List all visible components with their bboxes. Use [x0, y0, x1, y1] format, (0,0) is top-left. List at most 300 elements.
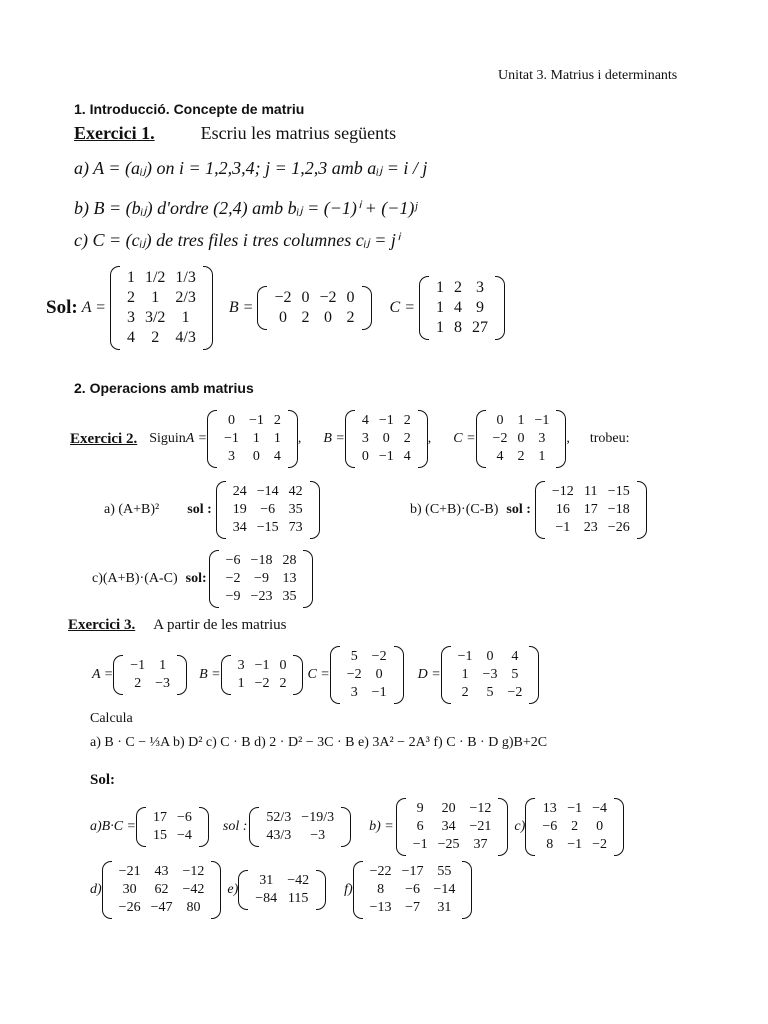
- matrix-row: [233, 657, 292, 675]
- ex2-sol-a: [216, 481, 320, 539]
- matrix-cell: −2: [371, 649, 387, 664]
- matrix-cell: 4: [273, 449, 281, 464]
- matrix-row: [228, 501, 308, 519]
- left-parenthesis: [249, 807, 259, 847]
- matrix-row: [431, 278, 493, 298]
- matrix-cell: 9: [475, 299, 484, 316]
- exercise-3-label: Exercici 3.: [68, 617, 136, 633]
- matrix-cell: 5: [350, 649, 358, 664]
- right-parenthesis: [462, 861, 472, 919]
- matrix-cell: 0: [346, 289, 355, 306]
- matrix-row: [250, 890, 314, 908]
- matrix-cell: 1: [538, 449, 546, 464]
- right-parenthesis: [177, 655, 187, 695]
- matrix-cell: 31: [259, 873, 274, 888]
- matrix-cell: 3: [237, 658, 245, 673]
- ex3-c-result-label: c): [514, 819, 526, 834]
- matrix-cell: 1: [151, 289, 160, 306]
- matrix-row: [488, 412, 555, 430]
- matrix-cell: −9: [225, 589, 241, 604]
- calcula-label: Calcula: [90, 711, 133, 726]
- matrix-body: [122, 268, 201, 348]
- matrix-cell: 30: [122, 882, 137, 897]
- matrix-cell: −1: [412, 837, 428, 852]
- matrix-cell: −1: [224, 431, 239, 446]
- matrix-row: [125, 675, 175, 693]
- matrix-cell: −26: [607, 520, 630, 535]
- matrix-cell: 4: [361, 413, 369, 428]
- ex2-sol-c-label: sol:: [185, 571, 207, 586]
- matrix-body: [365, 863, 461, 917]
- matrix-cell: 0: [252, 449, 260, 464]
- right-parenthesis: [316, 870, 326, 910]
- matrix-body: [547, 483, 635, 537]
- ex3-c-result: [525, 798, 624, 856]
- matrix-cell: 8: [546, 837, 554, 852]
- matrix-cell: 8: [453, 319, 462, 336]
- ex3-sol-label: Sol:: [90, 772, 116, 788]
- right-parenthesis: [211, 861, 221, 919]
- matrix-cell: −9: [254, 571, 269, 586]
- left-parenthesis: [419, 276, 429, 340]
- matrix-cell: −12: [469, 801, 492, 816]
- ex3-a-name: A =: [92, 667, 114, 682]
- ex3-d-name: D =: [417, 667, 441, 682]
- matrix-row: [537, 818, 612, 836]
- matrix-cell: 5: [511, 667, 519, 682]
- ex3-a-result-label: a)B·C =: [90, 819, 136, 834]
- exercise-1-a: a) A = (aᵢⱼ) on i = 1,2,3,4; j = 1,2,3 amb aᵢⱼ = i / j: [74, 158, 428, 178]
- matrix-cell: 13: [282, 571, 297, 586]
- matrix-body: [261, 809, 339, 845]
- ex3-c-name: C =: [307, 667, 330, 682]
- exercise-2-trobeu: trobeu:: [589, 431, 630, 446]
- matrix-cell: 35: [288, 502, 303, 517]
- matrix-row: [431, 318, 493, 338]
- matrix-cell: 0: [375, 667, 383, 682]
- matrix-cell: −6: [405, 882, 420, 897]
- matrix-cell: 4: [126, 329, 135, 346]
- matrix-cell: 43: [154, 864, 169, 879]
- matrix-cell: −12: [551, 484, 574, 499]
- matrix-cell: −84: [255, 891, 278, 906]
- matrix-cell: 8: [377, 882, 385, 897]
- matrix-cell: 31: [437, 900, 452, 915]
- matrix-cell: 2: [301, 309, 310, 326]
- matrix-cell: 4: [453, 299, 462, 316]
- ex3-d-result-label: d): [90, 882, 102, 897]
- matrix-cell: −6: [225, 553, 241, 568]
- ex2-sol-c: [209, 550, 314, 608]
- matrix-row: [114, 863, 210, 881]
- left-parenthesis: [113, 655, 123, 695]
- left-parenthesis: [525, 798, 535, 856]
- ex3-matrix-d: [441, 646, 540, 704]
- matrix-cell: −23: [250, 589, 273, 604]
- matrix-cell: 1: [435, 279, 444, 296]
- matrix-body: [408, 800, 497, 854]
- left-parenthesis: [238, 870, 248, 910]
- section-2-title: 2. Operacions amb matrius: [74, 380, 254, 396]
- ex3-a-sol-result: [249, 807, 351, 847]
- matrix-row: [269, 308, 359, 328]
- matrix-row: [537, 836, 612, 854]
- matrix-cell: 0: [361, 449, 369, 464]
- matrix-cell: 15: [153, 828, 167, 843]
- matrix-b-name: B =: [228, 299, 254, 316]
- matrix-row: [408, 836, 497, 854]
- matrix-cell: 3: [538, 431, 546, 446]
- matrix-cell: 0: [596, 819, 604, 834]
- matrix-row: [250, 872, 314, 890]
- matrix-row: [537, 800, 612, 818]
- matrix-cell: −21: [118, 864, 141, 879]
- right-parenthesis: [341, 807, 351, 847]
- matrix-row: [221, 570, 302, 588]
- matrix-cell: −7: [405, 900, 420, 915]
- matrix-cell: −42: [287, 873, 310, 888]
- matrix-row: [122, 308, 201, 328]
- matrix-cell: −2: [319, 289, 337, 306]
- matrix-a-name: A =: [81, 299, 106, 316]
- exercise-1-b: b) B = (bᵢⱼ) d'ordre (2,4) amb bᵢⱼ = (−1)ⁱ + (−1)ʲ: [74, 198, 418, 218]
- exercise-1-c: c) C = (cᵢⱼ) de tres files i tres columnes cᵢⱼ = jⁱ: [74, 230, 400, 250]
- matrix-cell: 19: [232, 502, 247, 517]
- matrix-row: [122, 288, 201, 308]
- matrix-body: [114, 863, 210, 917]
- matrix-cell: 2: [453, 279, 462, 296]
- ex3-matrix-b: [221, 655, 304, 695]
- matrix-cell: 1: [435, 299, 444, 316]
- matrix-cell: 2: [461, 685, 469, 700]
- matrix-body: [342, 648, 392, 702]
- matrix-body: [488, 412, 555, 466]
- ex2-matrix-c: [476, 410, 567, 468]
- right-parenthesis: [199, 807, 209, 847]
- comma: ,: [427, 431, 432, 446]
- matrix-cell: 52/3: [266, 810, 292, 825]
- ex3-b-result-label: b) =: [369, 819, 394, 834]
- matrix-c-name: C =: [389, 299, 415, 316]
- matrix-row: [114, 881, 210, 899]
- matrix-cell: −19/3: [301, 810, 335, 825]
- matrix-cell: 2: [517, 449, 525, 464]
- matrix-cell: −2: [274, 289, 292, 306]
- matrix-cell: −1: [457, 649, 473, 664]
- matrix-cell: −1: [534, 413, 550, 428]
- matrix-cell: 37: [473, 837, 488, 852]
- matrix-row: [122, 328, 201, 348]
- matrix-row: [408, 800, 497, 818]
- matrix-cell: −3: [310, 828, 326, 843]
- matrix-cell: 2: [403, 413, 411, 428]
- exercise-3-text: A partir de les matrius: [153, 617, 287, 633]
- matrix-cell: 3/2: [144, 309, 166, 326]
- matrix-cell: −42: [182, 882, 205, 897]
- matrix-cell: 73: [288, 520, 303, 535]
- matrix-body: [250, 872, 314, 908]
- matrix-cell: 9: [416, 801, 424, 816]
- matrix-cell: −17: [401, 864, 424, 879]
- matrix-cell: 1: [435, 319, 444, 336]
- matrix-cell: −14: [256, 484, 279, 499]
- matrix-cell: −1: [371, 685, 387, 700]
- matrix-row: [261, 809, 339, 827]
- right-parenthesis: [498, 798, 508, 856]
- matrix-a: [110, 266, 213, 350]
- matrix-row: [148, 809, 197, 827]
- matrix-cell: 3: [361, 431, 369, 446]
- ex2-sol-label: sol :: [506, 502, 531, 517]
- matrix-row: [342, 648, 392, 666]
- matrix-body: [453, 648, 528, 702]
- matrix-row: [547, 519, 635, 537]
- right-parenthesis: [637, 481, 647, 539]
- matrix-cell: 16: [555, 502, 570, 517]
- matrix-row: [488, 430, 555, 448]
- matrix-cell: −1: [567, 837, 583, 852]
- ex2-a-name: A =: [185, 431, 208, 446]
- matrix-cell: −3: [482, 667, 498, 682]
- matrix-row: [365, 899, 461, 917]
- ex2-c-label: c)(A+B)·(A-C): [92, 571, 178, 586]
- matrix-cell: 1: [461, 667, 469, 682]
- matrix-cell: 24: [232, 484, 247, 499]
- matrix-cell: 2: [346, 309, 355, 326]
- matrix-b: [257, 286, 371, 330]
- left-parenthesis: [330, 646, 340, 704]
- matrix-cell: −6: [260, 502, 276, 517]
- matrix-row: [365, 863, 461, 881]
- matrix-body: [357, 412, 416, 466]
- matrix-row: [357, 448, 416, 466]
- matrix-body: [228, 483, 308, 537]
- exercise-2-label: Exercici 2.: [70, 430, 138, 447]
- matrix-body: [537, 800, 612, 854]
- matrix-cell: 11: [584, 484, 598, 499]
- matrix-body: [269, 288, 359, 328]
- matrix-cell: 2: [403, 431, 411, 446]
- comma: ,: [297, 431, 302, 446]
- matrix-cell: 34: [232, 520, 247, 535]
- matrix-cell: 0: [324, 309, 332, 326]
- matrix-cell: −3: [155, 676, 171, 691]
- matrix-cell: 4: [496, 449, 504, 464]
- left-parenthesis: [110, 266, 120, 350]
- matrix-cell: 4: [511, 649, 519, 664]
- matrix-row: [342, 666, 392, 684]
- ex2-sol-b: [535, 481, 647, 539]
- matrix-cell: −18: [250, 553, 273, 568]
- matrix-cell: 27: [471, 319, 488, 336]
- left-parenthesis: [535, 481, 545, 539]
- left-parenthesis: [221, 655, 231, 695]
- exercise-1-text: Escriu les matrius següents: [200, 123, 397, 143]
- matrix-cell: −13: [369, 900, 392, 915]
- matrix-cell: 55: [437, 864, 452, 879]
- ex3-a-result: [136, 807, 209, 847]
- matrix-cell: 17: [583, 502, 598, 517]
- ex3-matrix-a: [113, 655, 187, 695]
- matrix-cell: 62: [154, 882, 169, 897]
- matrix-row: [125, 657, 175, 675]
- ex2-matrix-b: [345, 410, 428, 468]
- ex3-matrix-c: [330, 646, 404, 704]
- matrix-cell: 0: [486, 649, 494, 664]
- right-parenthesis: [310, 481, 320, 539]
- matrix-cell: 2: [151, 329, 160, 346]
- ex3-f-result: [353, 861, 473, 919]
- right-parenthesis: [303, 550, 313, 608]
- matrix-cell: 5: [486, 685, 494, 700]
- matrix-cell: 0: [382, 431, 390, 446]
- matrix-cell: −25: [437, 837, 460, 852]
- matrix-cell: 23: [583, 520, 598, 535]
- matrix-cell: 2: [571, 819, 579, 834]
- matrix-cell: 0: [278, 309, 287, 326]
- left-parenthesis: [102, 861, 112, 919]
- matrix-cell: −18: [607, 502, 630, 517]
- matrix-row: [547, 483, 635, 501]
- matrix-cell: −4: [177, 828, 192, 843]
- ex3-a-sol-label: sol :: [222, 819, 248, 834]
- unit-header: Unitat 3. Matrius i determinants: [498, 68, 678, 83]
- ex2-matrix-a: [207, 410, 298, 468]
- matrix-cell: −2: [346, 667, 362, 682]
- right-parenthesis: [495, 276, 505, 340]
- matrix-row: [365, 881, 461, 899]
- left-parenthesis: [209, 550, 219, 608]
- right-parenthesis: [203, 266, 213, 350]
- matrix-body: [233, 657, 292, 693]
- matrix-row: [453, 666, 528, 684]
- matrix-row: [488, 448, 555, 466]
- matrix-row: [233, 675, 292, 693]
- right-parenthesis: [418, 410, 428, 468]
- right-parenthesis: [362, 286, 372, 330]
- matrix-row: [261, 827, 339, 845]
- matrix-cell: 80: [186, 900, 201, 915]
- matrix-cell: −6: [177, 810, 192, 825]
- ex2-c-name: C =: [453, 431, 476, 446]
- matrix-cell: −15: [607, 484, 630, 499]
- left-parenthesis: [207, 410, 217, 468]
- left-parenthesis: [136, 807, 146, 847]
- matrix-cell: 0: [517, 431, 525, 446]
- matrix-cell: 2: [134, 676, 142, 691]
- matrix-cell: 35: [282, 589, 297, 604]
- section-1-title: 1. Introducció. Concepte de matriu: [74, 101, 305, 117]
- left-parenthesis: [345, 410, 355, 468]
- matrix-row: [547, 501, 635, 519]
- matrix-row: [122, 268, 201, 288]
- left-parenthesis: [257, 286, 267, 330]
- matrix-row: [228, 483, 308, 501]
- right-parenthesis: [529, 646, 539, 704]
- matrix-cell: 1: [517, 413, 525, 428]
- matrix-cell: 3: [227, 449, 235, 464]
- ex3-e-result: [238, 870, 326, 910]
- matrix-cell: −1: [378, 413, 394, 428]
- matrix-cell: −47: [150, 900, 173, 915]
- matrix-row: [453, 684, 528, 702]
- matrix-cell: −15: [256, 520, 279, 535]
- matrix-cell: −2: [507, 685, 523, 700]
- matrix-cell: 0: [301, 289, 310, 306]
- ex3-tasks: a) B · C − ⅓A b) D² c) C · B d) 2 · D² − 3C · B e) 3A² − 2A³ f) C · B · D g)B+2C: [90, 735, 548, 750]
- matrix-row: [221, 552, 302, 570]
- matrix-cell: 1: [126, 269, 135, 286]
- comma: ,: [566, 431, 570, 446]
- matrix-cell: 3: [475, 279, 484, 296]
- right-parenthesis: [556, 410, 566, 468]
- matrix-cell: 2: [126, 289, 135, 306]
- matrix-cell: 0: [279, 658, 287, 673]
- matrix-cell: 2/3: [175, 289, 196, 306]
- matrix-cell: 2: [273, 413, 281, 428]
- matrix-cell: −26: [118, 900, 141, 915]
- right-parenthesis: [614, 798, 624, 856]
- ex3-e-result-label: e): [227, 882, 239, 897]
- matrix-cell: 1: [237, 676, 245, 691]
- matrix-row: [221, 588, 302, 606]
- matrix-c: [419, 276, 505, 340]
- matrix-row: [269, 288, 359, 308]
- matrix-row: [357, 412, 416, 430]
- matrix-row: [148, 827, 197, 845]
- matrix-cell: −14: [433, 882, 456, 897]
- matrix-cell: −2: [592, 837, 608, 852]
- matrix-body: [221, 552, 302, 606]
- matrix-cell: 20: [441, 801, 456, 816]
- matrix-cell: 2: [279, 676, 287, 691]
- left-parenthesis: [476, 410, 486, 468]
- matrix-row: [431, 298, 493, 318]
- matrix-cell: −1: [567, 801, 583, 816]
- matrix-cell: 43/3: [266, 828, 292, 843]
- matrix-cell: −2: [225, 571, 241, 586]
- left-parenthesis: [353, 861, 363, 919]
- matrix-cell: −4: [592, 801, 608, 816]
- matrix-cell: 1: [159, 658, 167, 673]
- matrix-cell: −22: [369, 864, 392, 879]
- matrix-body: [431, 278, 493, 338]
- ex2-b-label: b) (C+B)·(C-B): [410, 502, 499, 517]
- matrix-cell: −2: [254, 676, 270, 691]
- matrix-cell: −12: [182, 864, 205, 879]
- ex3-f-result-label: f): [344, 882, 353, 897]
- matrix-row: [219, 430, 286, 448]
- ex3-b-result: [396, 798, 509, 856]
- matrix-cell: 4: [403, 449, 411, 464]
- matrix-row: [114, 899, 210, 917]
- right-parenthesis: [288, 410, 298, 468]
- matrix-cell: 17: [153, 810, 167, 825]
- matrix-cell: 1: [252, 431, 260, 446]
- matrix-cell: 13: [542, 801, 557, 816]
- matrix-cell: −1: [378, 449, 394, 464]
- matrix-cell: −1: [254, 658, 270, 673]
- matrix-row: [219, 448, 286, 466]
- matrix-cell: −1: [130, 658, 146, 673]
- left-parenthesis: [441, 646, 451, 704]
- matrix-row: [219, 412, 286, 430]
- matrix-cell: 3: [126, 309, 135, 326]
- matrix-row: [357, 430, 416, 448]
- matrix-cell: 28: [282, 553, 297, 568]
- matrix-body: [219, 412, 286, 466]
- exercise-2-siguin: Siguin: [149, 431, 186, 446]
